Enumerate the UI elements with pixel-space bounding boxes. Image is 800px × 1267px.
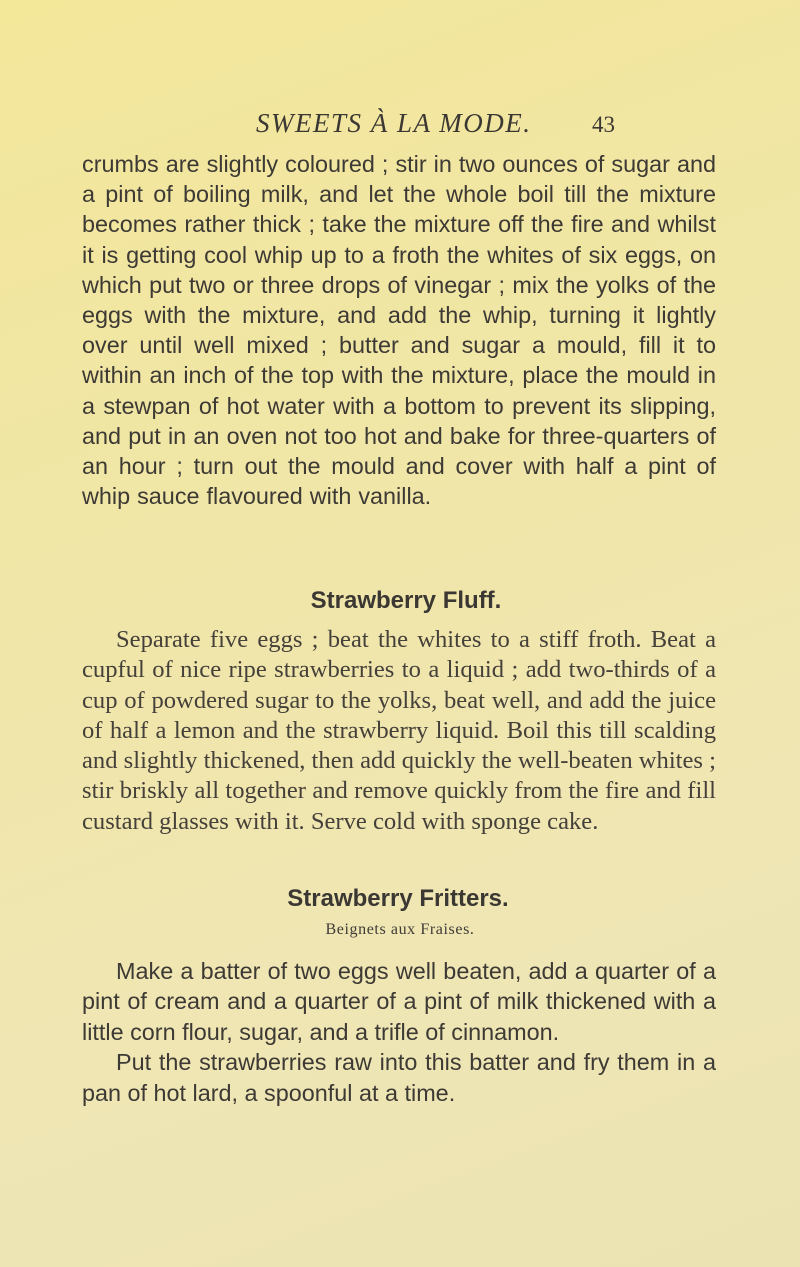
- page-number: 43: [592, 112, 615, 137]
- recipe-subtitle-french: Beignets aux Fraises.: [325, 921, 475, 938]
- running-title: SWEETS À LA MODE.: [256, 108, 532, 138]
- intro-paragraph: crumbs are slightly coloured ; stir in two ounces of sugar and a pint of boiling milk, and let the whole boil till the mixture becomes rather thick ; take the mixture off the fire and whilst it is getting cool whip up to a froth the whites of six eggs, on which put two or three drops of vinegar ; mix the yolks of the eggs with the mixture, and add the whip, turning it lightly over until well mixed ; butter and sugar a mould, fill it to within an inch of the top with the mixture, place the mould in a stewpan of hot water with a bottom to prevent its slipping, and put in an oven not too hot and bake for three-quarters of an hour ; turn out the mould and cover with half a pint of whip sauce flavoured with vanilla.: [82, 151, 716, 510]
- strawberry-fluff-paragraph: Separate five eggs ; beat the whites to a stiff froth. Beat a cupful of nice ripe strawberries to a liquid ; add two-thirds of a cup of powdered sugar to the yolks, beat well, and add the juice of half a lemon and the strawberry liquid. Boil this till scalding and slightly thickened, then add quickly the well-beaten whites ; stir briskly all together and remove quickly from the fire and fill custard glasses with it. Serve cold with sponge cake.: [82, 626, 716, 835]
- intro-section: [82, 149, 716, 511]
- fritters-paragraph-2: Put the strawberries raw into this batter and fry them in a pan of hot lard, a spoonful at a time.: [82, 1049, 716, 1106]
- recipe-title-strawberry-fritters: Strawberry Fritters.: [287, 885, 509, 912]
- strawberry-fluff-section: [82, 625, 716, 837]
- fritters-paragraph-1: Make a batter of two eggs well beaten, add a quarter of a pint of cream and a quarter of a pint of milk thickened with a little corn flour, sugar, and a trifle of cinnamon.: [82, 958, 716, 1045]
- recipe-title-strawberry-fluff: Strawberry Fluff.: [310, 587, 502, 614]
- strawberry-fritters-section: [82, 956, 716, 1108]
